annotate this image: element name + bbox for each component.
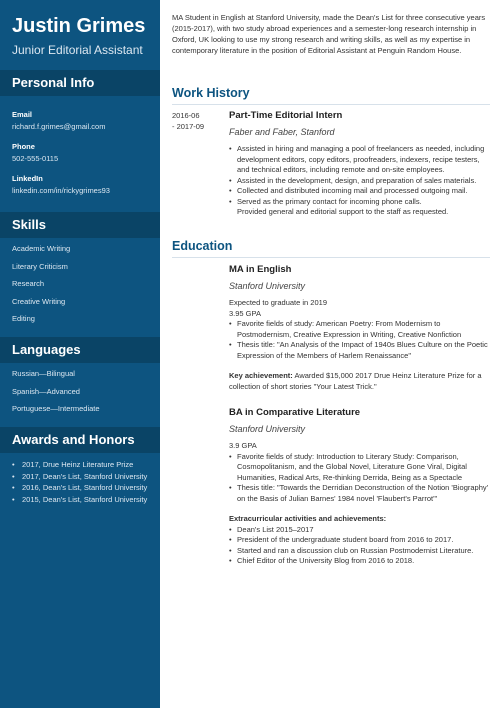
list-item: • Assisted in the development, design, and preparation of sales materials.: [229, 176, 490, 187]
list-item: Academic Writing: [12, 244, 71, 253]
degree-gpa: 3.9 GPA: [229, 441, 257, 450]
email-label: Email: [12, 110, 33, 119]
extracurricular-heading: Extracurricular activities and achievements:: [229, 514, 387, 523]
list-item: Literary Criticism: [12, 261, 68, 271]
main-content: [160, 0, 500, 708]
list-item: • 2017, Drue Heinz Literature Prize: [12, 459, 148, 471]
list-item: Russian—Bilingual: [12, 369, 75, 378]
degree-title: BA in Comparative Literature: [229, 407, 361, 418]
languages-list: [0, 363, 160, 414]
linkedin-value: linkedin.com/in/rickygrimes93: [12, 186, 110, 195]
linkedin-label: LinkedIn: [12, 174, 43, 183]
job-bullets: [229, 144, 490, 218]
list-item: • Thesis title: "Towards the Derridian Deconstruction of the Notion 'Biography' on the Basis of Julian Barnes' 1984 novel 'Flaubert's Parrot'": [229, 483, 490, 504]
work-history-heading: Work History: [172, 86, 490, 105]
phone-value: 502-555-0115: [12, 154, 59, 163]
education-entry-ma: [229, 264, 490, 392]
list-item: • 2017, Dean's List, Stanford University: [12, 471, 148, 483]
key-achievement: [229, 371, 490, 392]
work-date-start: 2016-06: [172, 111, 200, 120]
list-item: Portuguese—Intermediate: [12, 404, 100, 413]
contact-block: [0, 96, 160, 196]
awards-list: [0, 453, 160, 505]
degree-school: Stanford University: [229, 424, 306, 434]
personal-info-heading: Personal Info: [0, 70, 160, 96]
work-entry: [229, 110, 490, 218]
list-item: • 2016, Dean's List, Stanford University: [12, 482, 148, 494]
phone-label: Phone: [12, 142, 35, 151]
list-item: • Favorite fields of study: Introduction to Literary Study: Comparison, Cosmopolitanism, and the Global Novel, Literature Gone Viral, Digital Humanities, Radical Arts, Re-thinking Derrida, Being as a Spectacle: [229, 452, 490, 484]
degree-bullets: [229, 319, 490, 361]
sidebar: [0, 0, 160, 708]
degree-school: Stanford University: [229, 281, 306, 291]
degree-bullets: [229, 452, 490, 505]
list-item: Editing: [12, 314, 35, 323]
candidate-role: Junior Editorial Assistant: [12, 43, 143, 57]
degree-gpa: 3.95 GPA: [229, 308, 261, 318]
list-item: • Collected and distributed incoming mail and processed outgoing mail.: [229, 186, 490, 197]
list-item: • 2015, Dean's List, Stanford University: [12, 494, 148, 506]
email-value: richard.f.grimes@gmail.com: [12, 122, 106, 131]
list-item: • Chief Editor of the University Blog from 2016 to 2018.: [229, 556, 490, 567]
list-item: • Started and ran a discussion club on Russian Postmodernist Literature.: [229, 546, 490, 557]
key-achievement-text: Awarded $15,000 2017 Drue Heinz Literature Prize for a collection of short stories "Your Latest Trick.": [229, 371, 482, 391]
work-dates: [172, 111, 216, 132]
languages-heading: Languages: [0, 337, 160, 363]
list-item: • President of the undergraduate student board from 2016 to 2017.: [229, 535, 490, 546]
list-item: Research: [12, 279, 45, 288]
job-company: Faber and Faber, Stanford: [229, 127, 335, 137]
list-item: • Favorite fields of study: American Poetry: From Modernism to Postmodernism, Creative Expression in Writing, Creative Nonfiction: [229, 319, 490, 340]
list-item: • Thesis title: "An Analysis of the Impact of 1940s Blues Culture on the Poetic Expression of the Members of Harlem Renaissance": [229, 340, 490, 361]
key-achievement-label: Key achievement:: [229, 371, 293, 380]
awards-heading: Awards and Honors: [0, 427, 160, 453]
list-item: • Dean's List 2015–2017: [229, 525, 490, 536]
summary-paragraph: MA Student in English at Stanford University, made the Dean's List for three consecutive years (2015-2017), with two study abroad experiences and a semester-long research internship in Oxford, UK looking to use my strong research and writing skills, as well as my expertise in contemporary literature in the position of Editorial Assistant at Penguin Random House.: [172, 13, 486, 55]
extracurricular-list: [229, 525, 490, 567]
education-entry-ba: [229, 407, 490, 567]
degree-expected: Expected to graduate in 2019: [229, 298, 327, 307]
skills-list: [0, 238, 160, 324]
work-date-end: - 2017-09: [172, 121, 205, 131]
list-item: Creative Writing: [12, 296, 66, 306]
job-title: Part-Time Editorial Intern: [229, 110, 343, 121]
list-item: Spanish—Advanced: [12, 386, 80, 396]
skills-heading: Skills: [0, 212, 160, 238]
degree-title: MA in English: [229, 264, 292, 275]
list-item: • Served as the primary contact for incoming phone calls.: [229, 197, 490, 208]
candidate-name: Justin Grimes: [12, 15, 146, 37]
education-heading: Education: [172, 239, 490, 258]
list-item: Provided general and editorial support to the staff as requested.: [237, 207, 449, 216]
list-item: • Assisted in hiring and managing a pool of freelancers as needed, including development editors, copy editors, proofreaders, indexers, recipe testers, and technical editors, including remote and on-site employees.: [229, 144, 490, 176]
